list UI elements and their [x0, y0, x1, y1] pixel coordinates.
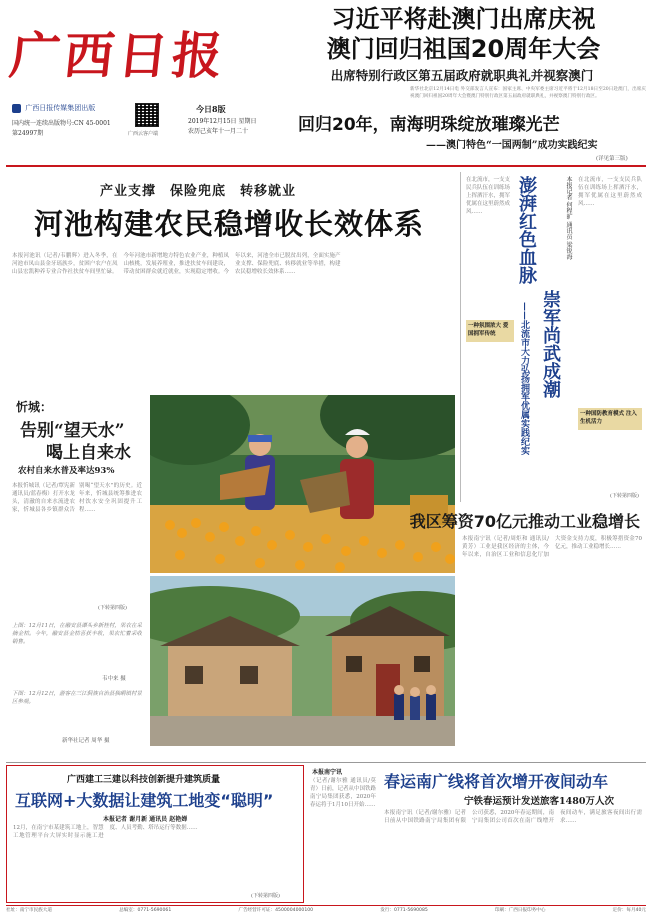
footer-item: 总编室：0771-5690061 — [119, 908, 172, 913]
hechi-kicker: 产业支撑 保险兜底 转移就业 — [100, 184, 297, 199]
caption-b-credit: 新华社记者 周华 摄 — [62, 738, 110, 744]
footer-item: 广告经营许可证：4500004000100 — [238, 908, 314, 913]
construction-story — [6, 765, 304, 903]
beiliu-byline: 本报记者 何程旷 通讯员 梁锐海 — [565, 176, 572, 260]
footer — [6, 907, 646, 917]
photo-village — [150, 576, 455, 746]
footer-item: 印刷：广西日报印务中心 — [494, 908, 546, 913]
lunar-date: 农历己亥年十一月二十 — [188, 128, 249, 135]
beiliu-box-b — [578, 408, 642, 430]
footer-item: 社址：南宁市民族大道 — [6, 908, 52, 913]
middle-short-title: 本报南宁讯 — [312, 769, 343, 776]
chunyun-title: 春运南广线将首次增开夜间动车 — [384, 772, 609, 791]
xinzhou-subtitle: 农村自来水普及率达93% — [18, 466, 115, 476]
caption-a: 上图：12月11日，在融安县潭头乡新桂村，果农在采摘金桔。今年，融安县金桔喜获丰收，果农忙着采收销售。 — [12, 623, 142, 645]
beiliu-subtitle: ——北流市大力弘扬拥军优属实践纪实 — [519, 302, 529, 455]
construction-body: 12月，在南宁市某建筑工地上，智慧工地管理平台大屏实时显示施工进度、人员考勤、塔吊运行等数据…… — [13, 825, 198, 839]
beiliu-box-b-text: 一种国防教育模式 注入生机活力 — [580, 411, 637, 425]
construction-kicker: 广西建工三建以科技创新提升建筑质量 — [67, 775, 221, 785]
masthead-rule — [6, 165, 646, 167]
bottom-rule — [6, 762, 646, 763]
investment-body: 本报南宁讯（记者/周炬和 通讯员/黄芳）工业是我区经济的主体，今年以来，自治区工业和信息化厅加大资金支持力度，积极筹措资金70亿元，推动工业稳增长…… — [462, 536, 642, 558]
caption-b: 下图：12月12日，游客在三江侗族自治县独峒镇村景区参观。 — [12, 691, 142, 705]
qr-code-icon[interactable] — [135, 103, 159, 127]
hechi-body: 本报河池讯（记者/韦鹏辉）进入冬季，在河池市凤山县金牙瑶族乡，贫困户农户在凤山县宏凯种养专业合作社扶贫车间里忙碌。今年河池市新增地方特色农业产业，种植凤山核桃，发展养殖业，推进扶贫车间建设，带动贫困群众就近就业，实现稳定增收。今年以来，河池全市已脱贫出列，全面实施产业支撑、保险兜底、转移就业等举措，构建农民稳增收长效体系…… — [12, 253, 341, 275]
edition-no: 第24997期 — [12, 130, 44, 137]
second-story-title: 回归20年，南海明珠绽放璀璨光芒 — [298, 115, 560, 135]
xinzhou-body: 本报忻城讯（记者/覃宪新 通讯员/蓝春梅）打开水龙头，清澈的自来水流进农家，忻城县各乡镇群众告别喝“望天水”的历史。近年来，忻城县统筹推进农村饮水安全巩固提升工程…… — [12, 483, 142, 513]
sidebar-divider — [460, 172, 461, 502]
footer-item: 发行：0771-5690085 — [380, 908, 428, 913]
construction-byline: 本报记者 谢月新 通讯员 赵艳婵 — [103, 816, 188, 823]
second-story-subtitle: ——澳门特色“一国两制”成功实践纪实 — [426, 140, 598, 151]
second-story — [278, 108, 646, 164]
middle-short-body: （记者/谢尔雅 通讯员/莫青）日前，记者从中国铁路南宁局集团获悉，2020年春运将于1月10日开始…… — [310, 778, 376, 808]
construction-note: (下转第四版) — [251, 893, 280, 899]
xinzhou-note: (下转第四版) — [98, 605, 127, 611]
chunyun-subtitle: 宁铁春运预计发送旅客1480万人次 — [464, 796, 614, 807]
beiliu-sidebar — [462, 170, 646, 505]
village-image — [150, 576, 455, 746]
beiliu-title-1: 澎湃红色血脉 — [516, 176, 537, 284]
investment-title: 我区筹资70亿元推动工业稳增长 — [409, 512, 640, 531]
xinzhou-title-a: 告别“望天水” — [20, 421, 125, 441]
issue-date: 2019年12月15日 星期日 — [188, 118, 257, 125]
caption-a-credit: 韦中来 摄 — [102, 676, 126, 682]
beiliu-box-a — [466, 320, 514, 342]
hechi-title: 河池构建农民稳增收长效体系 — [34, 207, 425, 241]
chunyun-body: 本报南宁讯（记者/谢尔雅）记者日前从中国铁路南宁局集团有限公司获悉，2020年春运期间，南宁局集团公司首次在南广线增开夜间动车，满足旅客夜间出行需求…… — [384, 810, 642, 824]
masthead-group: 广西日报传媒集团出版 — [12, 103, 95, 113]
cn-number: 国内统一连续出版物号:CN 45-0001 — [12, 120, 111, 127]
chunyun-story — [380, 765, 646, 903]
hechi-story — [6, 170, 458, 390]
top-story-title-2: 澳门回归祖国20周年大会 — [326, 35, 601, 63]
orange-harvest-image — [150, 395, 455, 573]
top-story — [278, 4, 646, 109]
top-story-subtitle: 出席特别行政区第五届政府就职典礼并视察澳门 — [330, 68, 594, 83]
footer-item: 定价：每月40元 — [612, 908, 646, 913]
photo-captions — [6, 620, 146, 750]
xinzhou-title-b: 喝上自来水 — [46, 443, 131, 463]
xinzhou-label: 忻城： — [16, 400, 53, 414]
masthead — [0, 0, 270, 165]
beiliu-box-a-text: 一种氛围浓大 爱国拥军传统 — [468, 323, 509, 337]
middle-short-story — [308, 765, 378, 903]
beiliu-body-left: 在北流市，一支支民兵队伍在训练场上挥洒汗水，拥军优属在这里蔚然成风…… — [466, 177, 510, 215]
beiliu-note: (下转第四版) — [610, 493, 639, 499]
today-pages: 今日8版 — [196, 104, 226, 114]
footer-rule — [6, 905, 646, 906]
group-logo-icon — [12, 104, 21, 113]
beiliu-title-2: 崇军尚武成潮 — [540, 290, 561, 398]
investment-story — [409, 505, 646, 760]
top-story-title-1: 习近平将赴澳门出席庆祝 — [331, 5, 596, 33]
top-story-dek: 新华社北京12月14日电 外交部发言人宣布：国家主席、中央军委主席习近平将于12月18日至20日赴澳门，出席庆祝澳门回归祖国20周年大会暨澳门特别行政区第五届政府就职典礼，并视察澳门特别行政区。 — [410, 87, 646, 99]
masthead-logo: 广西日报 — [6, 26, 230, 85]
second-story-note: (详见第三版) — [596, 156, 628, 162]
xinzhou-story — [6, 392, 146, 617]
qr-label: 广西云客户端 — [128, 131, 159, 137]
construction-title: 互联网+大数据让建筑工地变“聪明” — [15, 791, 274, 810]
beiliu-body-right: 在北流市，一支支民兵队伍在训练场上挥洒汗水，拥军优属在这里蔚然成风…… — [578, 177, 642, 207]
photo-orange-harvest — [150, 395, 455, 573]
